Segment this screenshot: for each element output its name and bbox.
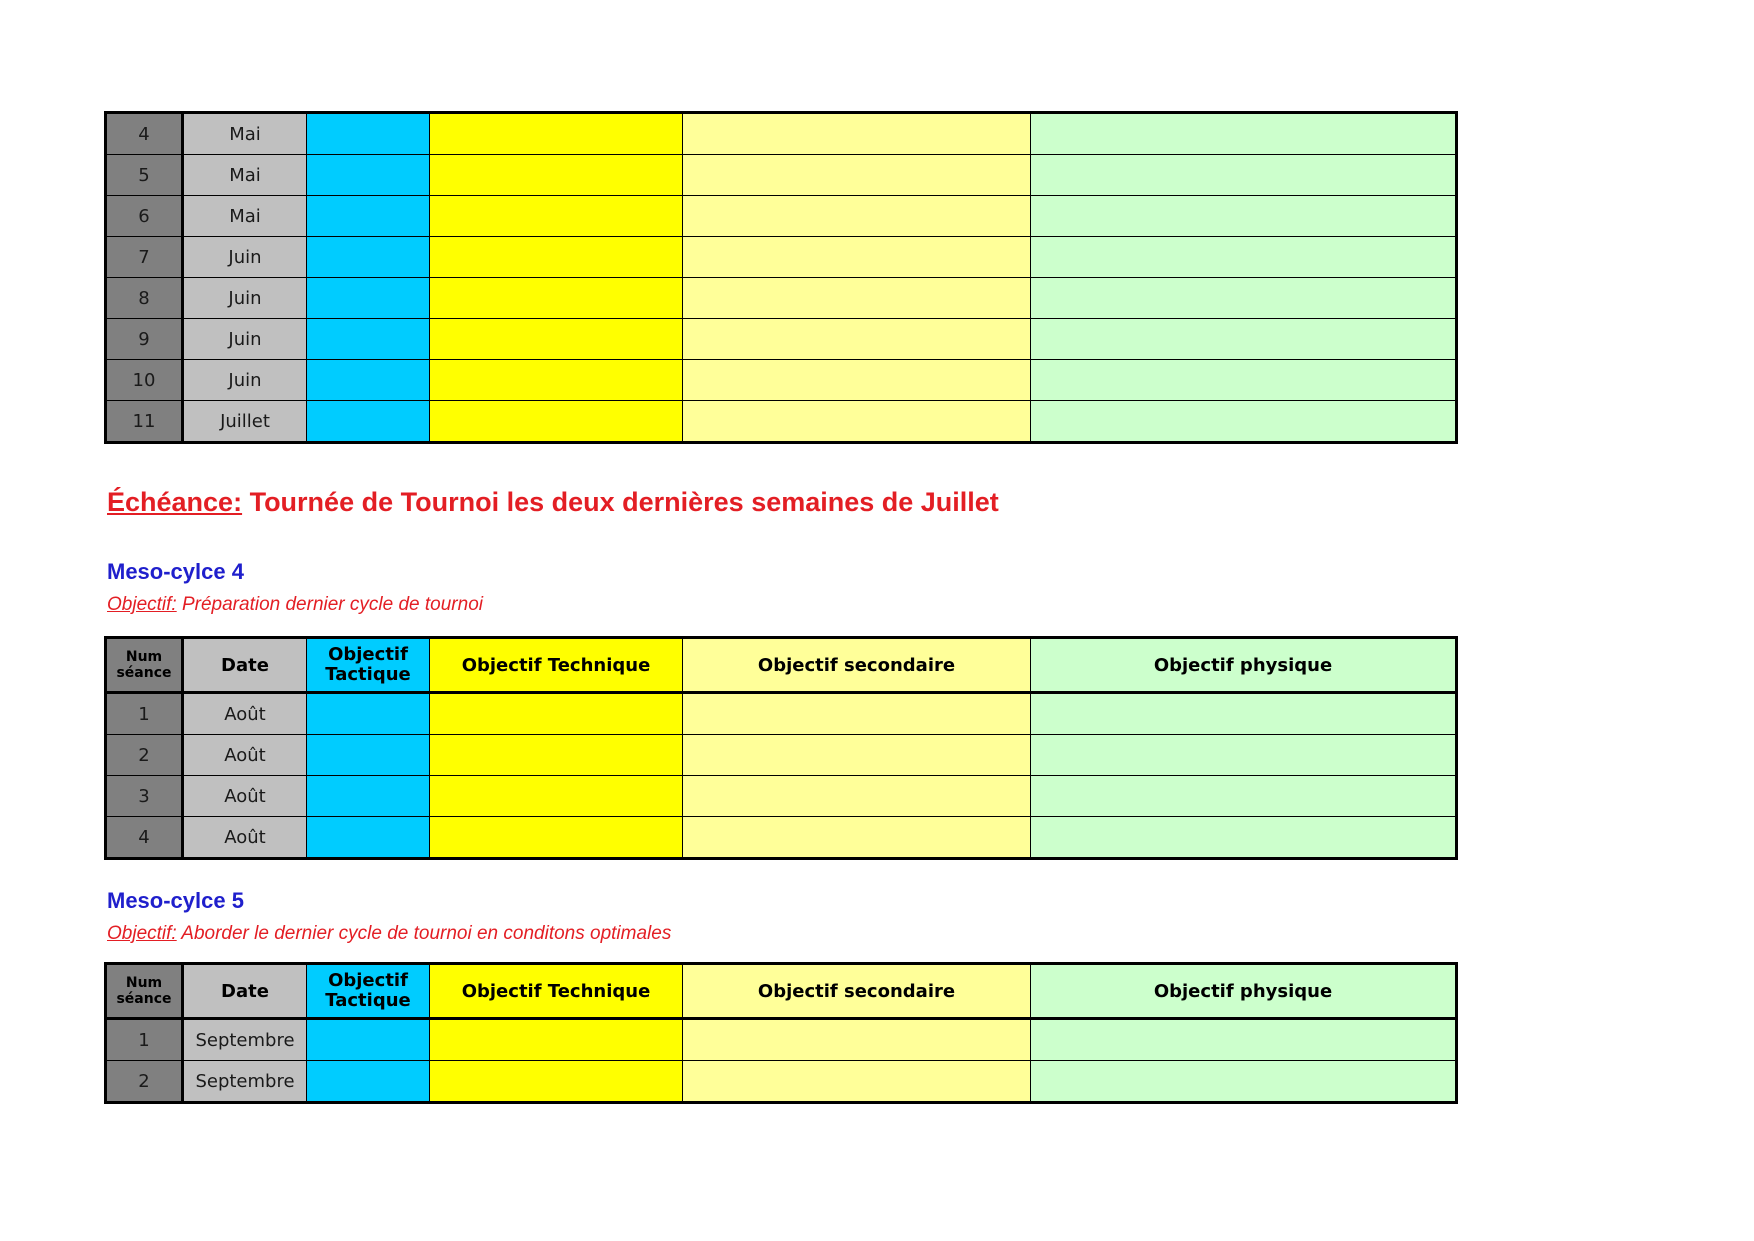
cell-objectif-tactique xyxy=(307,278,430,319)
cell-objectif-physique xyxy=(1031,693,1457,735)
meso-cycle-5-objective xyxy=(107,923,671,945)
cell-num-seance: 1 xyxy=(106,693,183,735)
cell-objectif-secondaire xyxy=(683,113,1031,155)
table-row xyxy=(106,693,1457,735)
echeance-heading xyxy=(107,487,999,518)
table-row xyxy=(106,1061,1457,1103)
cell-date: Août xyxy=(183,817,307,859)
col-header-physique: Objectif physique xyxy=(1031,638,1457,693)
cell-num-seance: 4 xyxy=(106,113,183,155)
cell-date: Juillet xyxy=(183,401,307,443)
table-row xyxy=(106,817,1457,859)
cell-objectif-physique xyxy=(1031,319,1457,360)
col-header-num-line1: Num xyxy=(125,975,163,991)
cell-date: Août xyxy=(183,735,307,776)
header-row xyxy=(106,964,1457,1019)
col-header-tactique xyxy=(307,638,430,693)
col-header-num-seance xyxy=(106,964,183,1019)
cell-date: Mai xyxy=(183,113,307,155)
col-header-num-seance xyxy=(106,638,183,693)
cell-objectif-physique xyxy=(1031,237,1457,278)
table-row xyxy=(106,776,1457,817)
cell-objectif-physique xyxy=(1031,278,1457,319)
cell-objectif-technique xyxy=(430,401,683,443)
table-row xyxy=(106,1019,1457,1061)
col-header-tactique xyxy=(307,964,430,1019)
col-header-tactique-line1: Objectif xyxy=(328,644,408,665)
cell-num-seance: 10 xyxy=(106,360,183,401)
cell-objectif-tactique xyxy=(307,693,430,735)
cell-date: Août xyxy=(183,693,307,735)
cell-date: Juin xyxy=(183,360,307,401)
col-header-tactique-line1: Objectif xyxy=(328,970,408,991)
cell-objectif-technique xyxy=(430,1019,683,1061)
cell-objectif-technique xyxy=(430,360,683,401)
cell-date: Mai xyxy=(183,155,307,196)
meso-cycle-4-objective xyxy=(107,594,483,616)
cell-objectif-secondaire xyxy=(683,1019,1031,1061)
col-header-date: Date xyxy=(183,964,307,1019)
meso-cycle-4-title: Meso-cylce 4 xyxy=(107,559,244,584)
cell-objectif-technique xyxy=(430,196,683,237)
cell-date: Juin xyxy=(183,319,307,360)
col-header-num-line2: séance xyxy=(116,991,172,1007)
cell-num-seance: 3 xyxy=(106,776,183,817)
cell-num-seance: 6 xyxy=(106,196,183,237)
col-header-physique: Objectif physique xyxy=(1031,964,1457,1019)
col-header-tactique-line2: Tactique xyxy=(325,990,411,1011)
cell-objectif-tactique xyxy=(307,360,430,401)
header-row xyxy=(106,638,1457,693)
col-header-technique: Objectif Technique xyxy=(430,964,683,1019)
cell-objectif-technique xyxy=(430,113,683,155)
table-row xyxy=(106,237,1457,278)
table-row xyxy=(106,319,1457,360)
meso-cycle-4-table-body xyxy=(106,693,1457,859)
cell-objectif-technique xyxy=(430,319,683,360)
cell-num-seance: 9 xyxy=(106,319,183,360)
cell-objectif-secondaire xyxy=(683,278,1031,319)
cell-num-seance: 2 xyxy=(106,1061,183,1103)
cell-objectif-secondaire xyxy=(683,735,1031,776)
cell-objectif-tactique xyxy=(307,155,430,196)
cell-objectif-technique xyxy=(430,1061,683,1103)
col-header-secondaire: Objectif secondaire xyxy=(683,638,1031,693)
cell-objectif-tactique xyxy=(307,401,430,443)
cell-objectif-technique xyxy=(430,735,683,776)
cell-num-seance: 4 xyxy=(106,817,183,859)
meso-cycle-5-table xyxy=(104,962,1458,1104)
cell-date: Juin xyxy=(183,237,307,278)
cell-objectif-technique xyxy=(430,237,683,278)
cell-num-seance: 1 xyxy=(106,1019,183,1061)
cell-objectif-secondaire xyxy=(683,237,1031,278)
cell-num-seance: 11 xyxy=(106,401,183,443)
cell-date: Juin xyxy=(183,278,307,319)
meso-cycle-4-table-header xyxy=(106,638,1457,693)
cell-objectif-physique xyxy=(1031,776,1457,817)
cell-date: Mai xyxy=(183,196,307,237)
col-header-secondaire: Objectif secondaire xyxy=(683,964,1031,1019)
cell-objectif-secondaire xyxy=(683,155,1031,196)
col-header-num-line1: Num xyxy=(125,649,163,665)
cell-objectif-tactique xyxy=(307,237,430,278)
col-header-num-line2: séance xyxy=(116,665,172,681)
cell-objectif-secondaire xyxy=(683,401,1031,443)
table-row xyxy=(106,196,1457,237)
cell-date: Septembre xyxy=(183,1019,307,1061)
cell-objectif-secondaire xyxy=(683,1061,1031,1103)
cell-objectif-secondaire xyxy=(683,196,1031,237)
meso-cycle-4-objective-text: Préparation dernier cycle de tournoi xyxy=(176,594,483,615)
cell-objectif-physique xyxy=(1031,1061,1457,1103)
table-row xyxy=(106,735,1457,776)
meso-cycle-5-objective-label: Objectif: xyxy=(107,923,177,944)
cell-objectif-physique xyxy=(1031,735,1457,776)
meso-cycle-4-table xyxy=(104,636,1458,860)
meso-cycle-5-table-body xyxy=(106,1019,1457,1103)
cell-objectif-secondaire xyxy=(683,319,1031,360)
col-header-tactique-line2: Tactique xyxy=(325,664,411,685)
cell-objectif-physique xyxy=(1031,113,1457,155)
cell-num-seance: 5 xyxy=(106,155,183,196)
cell-num-seance: 8 xyxy=(106,278,183,319)
cell-objectif-physique xyxy=(1031,1019,1457,1061)
cell-objectif-physique xyxy=(1031,196,1457,237)
cell-objectif-tactique xyxy=(307,319,430,360)
cell-objectif-technique xyxy=(430,278,683,319)
echeance-text: Tournée de Tournoi les deux dernières semaines de Juillet xyxy=(242,487,999,517)
cell-objectif-technique xyxy=(430,155,683,196)
col-header-technique: Objectif Technique xyxy=(430,638,683,693)
sessions-table-body xyxy=(106,113,1457,443)
cell-objectif-secondaire xyxy=(683,360,1031,401)
cell-objectif-secondaire xyxy=(683,776,1031,817)
meso-cycle-4-objective-label: Objectif: xyxy=(107,594,177,615)
cell-objectif-tactique xyxy=(307,817,430,859)
cell-objectif-physique xyxy=(1031,360,1457,401)
cell-objectif-physique xyxy=(1031,817,1457,859)
cell-objectif-secondaire xyxy=(683,817,1031,859)
table-row xyxy=(106,155,1457,196)
echeance-label: Échéance: xyxy=(107,487,243,517)
meso-cycle-5-objective-text: Aborder le dernier cycle de tournoi en conditons optimales xyxy=(176,923,672,944)
cell-objectif-tactique xyxy=(307,113,430,155)
cell-objectif-tactique xyxy=(307,1019,430,1061)
cell-date: Septembre xyxy=(183,1061,307,1103)
cell-objectif-tactique xyxy=(307,196,430,237)
cell-objectif-physique xyxy=(1031,155,1457,196)
table-row xyxy=(106,360,1457,401)
sessions-table-continued xyxy=(104,111,1458,444)
cell-num-seance: 7 xyxy=(106,237,183,278)
cell-objectif-technique xyxy=(430,693,683,735)
cell-objectif-technique xyxy=(430,817,683,859)
meso-cycle-5-table-header xyxy=(106,964,1457,1019)
cell-objectif-technique xyxy=(430,776,683,817)
cell-objectif-tactique xyxy=(307,1061,430,1103)
table-row xyxy=(106,113,1457,155)
cell-num-seance: 2 xyxy=(106,735,183,776)
col-header-date: Date xyxy=(183,638,307,693)
cell-objectif-tactique xyxy=(307,776,430,817)
cell-objectif-tactique xyxy=(307,735,430,776)
meso-cycle-5-title: Meso-cylce 5 xyxy=(107,888,244,913)
cell-objectif-secondaire xyxy=(683,693,1031,735)
cell-objectif-physique xyxy=(1031,401,1457,443)
table-row xyxy=(106,401,1457,443)
table-row xyxy=(106,278,1457,319)
cell-date: Août xyxy=(183,776,307,817)
